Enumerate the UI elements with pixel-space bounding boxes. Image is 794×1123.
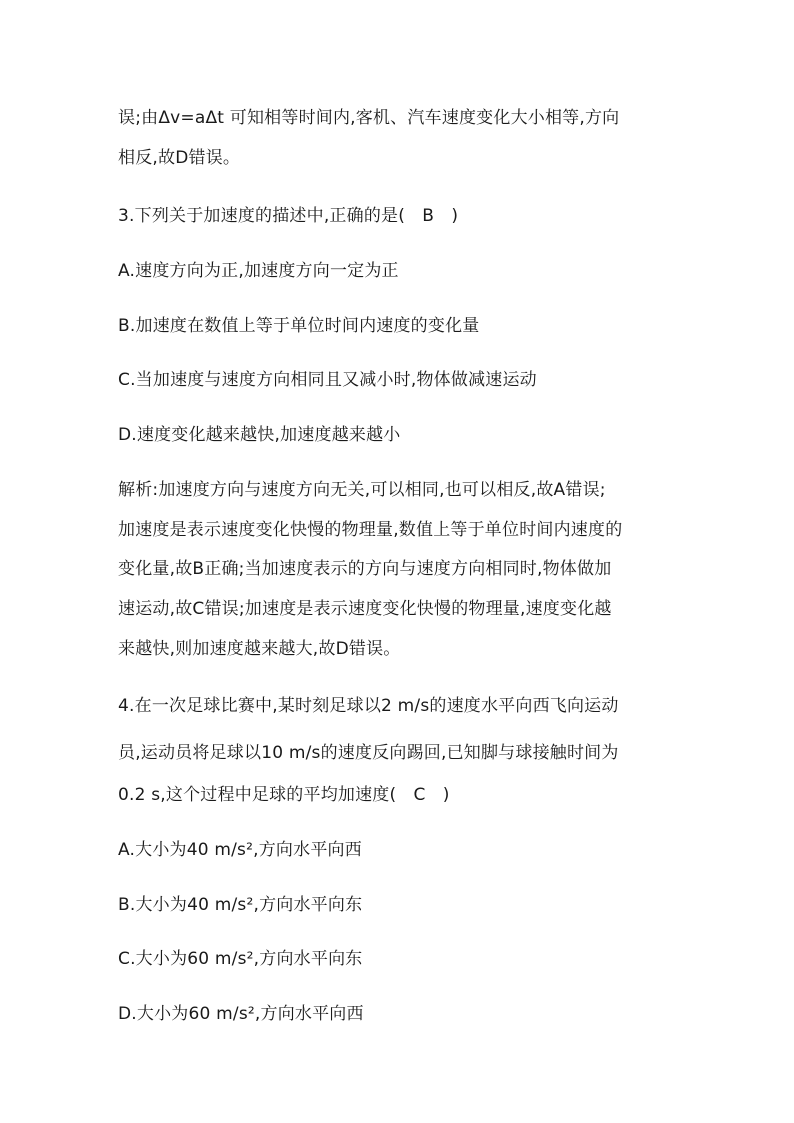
prev-analysis-line-2: 相反,故D错误。 — [118, 148, 241, 168]
question-4-stem-line-1: 4.在一次足球比赛中,某时刻足球以2 m/s的速度水平向西飞向运动 — [118, 696, 619, 716]
question-3-analysis-line-1: 解析:加速度方向与速度方向无关,可以相同,也可以相反,故A错误; — [118, 480, 606, 500]
question-3-stem: 3.下列关于加速度的描述中,正确的是( B ) — [118, 206, 459, 226]
question-4-option-a: A.大小为40 m/s²,方向水平向西 — [118, 840, 362, 860]
question-4-stem-line-3: 0.2 s,这个过程中足球的平均加速度( C ) — [118, 785, 450, 805]
question-3-option-b: B.加速度在数值上等于单位时间内速度的变化量 — [118, 316, 480, 336]
prev-analysis-line-1: 误;由Δv=aΔt 可知相等时间内,客机、汽车速度变化大小相等,方向 — [118, 108, 620, 128]
question-4-option-d: D.大小为60 m/s²,方向水平向西 — [118, 1004, 364, 1024]
question-3-option-d: D.速度变化越来越快,加速度越来越小 — [118, 425, 401, 445]
question-3-option-a: A.速度方向为正,加速度方向一定为正 — [118, 261, 399, 281]
question-3-analysis-line-5: 来越快,则加速度越来越大,故D错误。 — [118, 639, 401, 659]
question-3-analysis-line-2: 加速度是表示速度变化快慢的物理量,数值上等于单位时间内速度的 — [118, 520, 623, 540]
question-4-option-b: B.大小为40 m/s²,方向水平向东 — [118, 895, 363, 915]
question-3-analysis-line-3: 变化量,故B正确;当加速度表示的方向与速度方向相同时,物体做加 — [118, 559, 612, 579]
question-3-analysis-line-4: 速运动,故C错误;加速度是表示速度变化快慢的物理量,速度变化越 — [118, 599, 612, 619]
question-3-option-c: C.当加速度与速度方向相同且又减小时,物体做减速运动 — [118, 370, 537, 390]
question-4-option-c: C.大小为60 m/s²,方向水平向东 — [118, 949, 363, 969]
question-4-stem-line-2: 员,运动员将足球以10 m/s的速度反向踢回,已知脚与球接触时间为 — [118, 743, 619, 763]
